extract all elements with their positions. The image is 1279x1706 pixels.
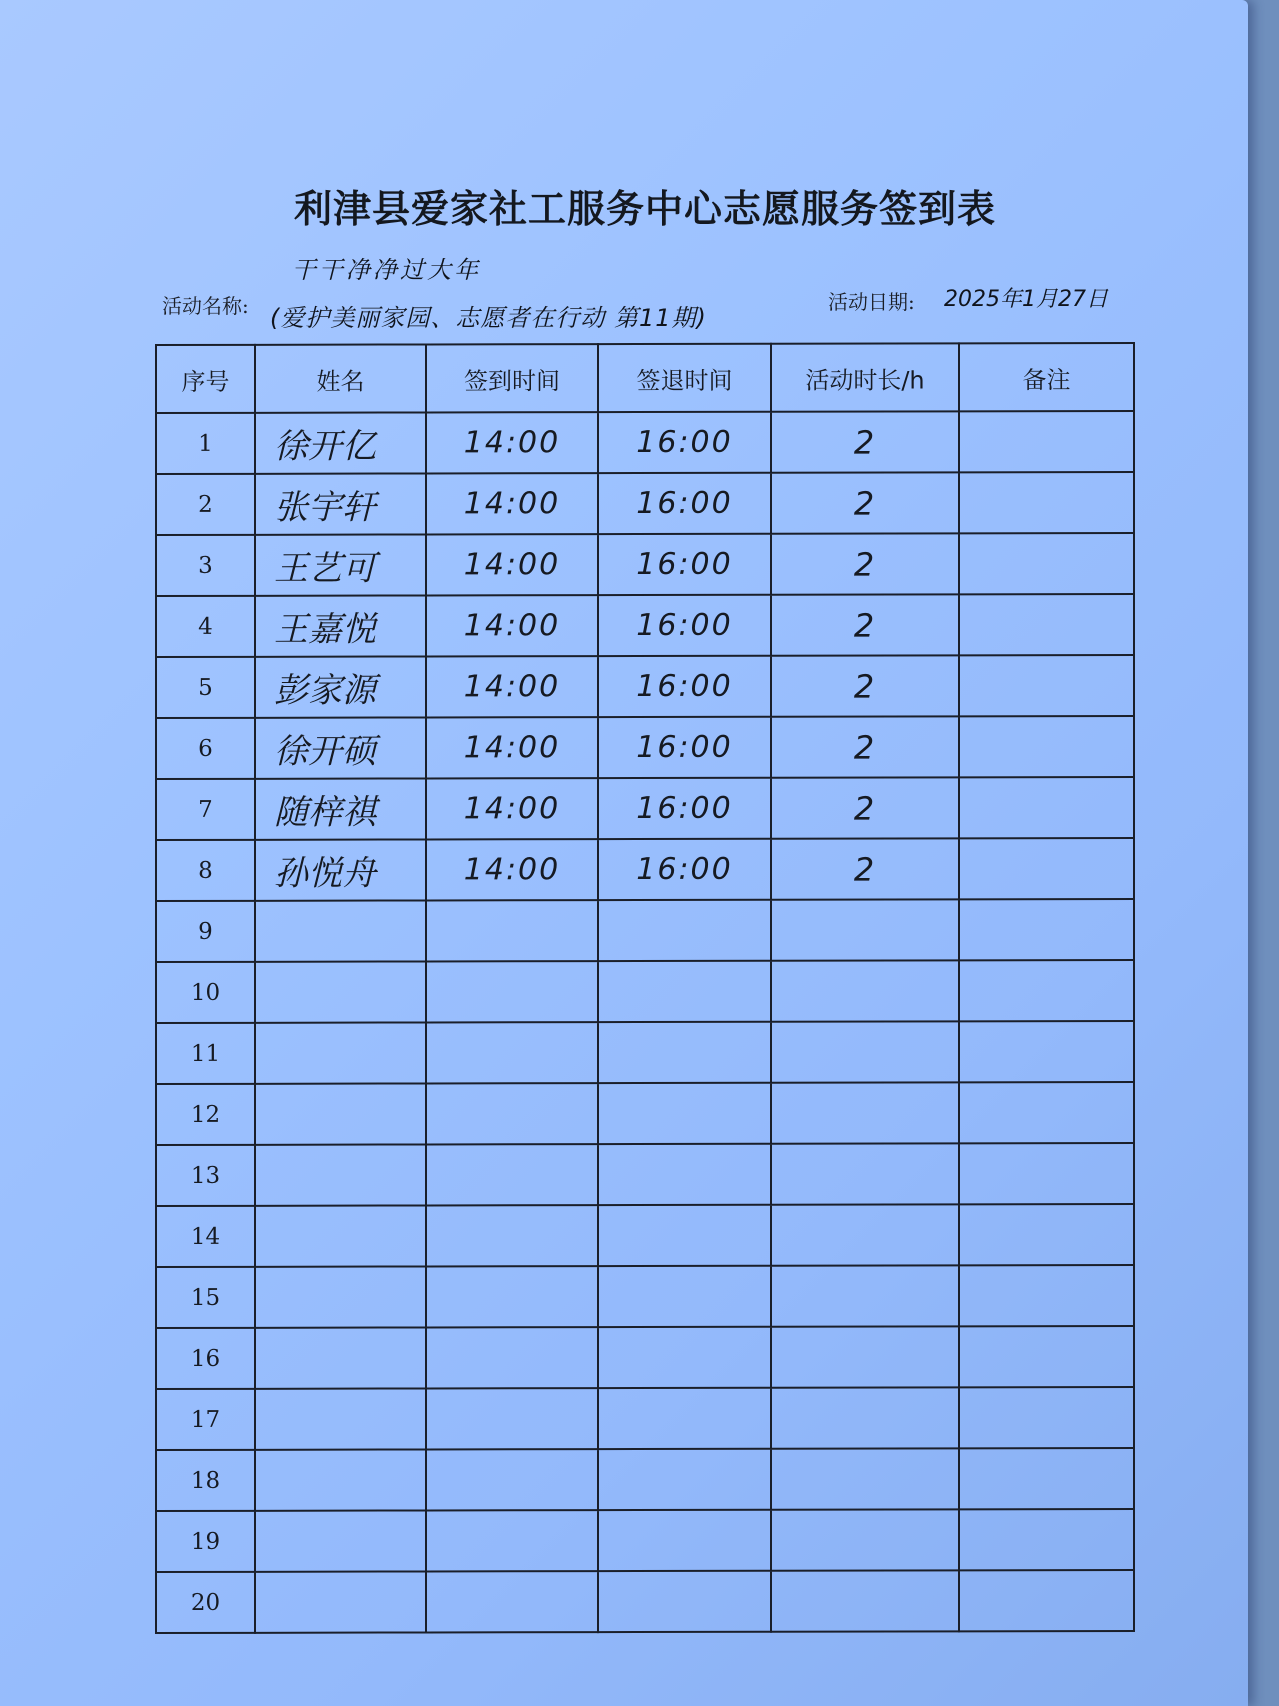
sign-out-time: 16:00: [598, 717, 771, 778]
sign-in-table: [155, 342, 1135, 1634]
remark: [959, 655, 1134, 716]
activity-duration: [771, 1143, 959, 1204]
row-number: 16: [156, 1328, 255, 1389]
volunteer-name: [255, 1266, 426, 1327]
volunteer-name: [255, 1388, 426, 1449]
table-row: [156, 533, 1134, 596]
activity-name-line1: 干干净净过大年: [292, 256, 481, 284]
table-header-row: [156, 343, 1134, 413]
sign-in-time: [426, 1144, 598, 1205]
volunteer-name: 彭家源: [255, 656, 426, 717]
sign-in-time: [426, 1022, 598, 1083]
sign-in-time: [426, 1449, 598, 1510]
remark: [959, 594, 1134, 655]
remark: [959, 1021, 1134, 1082]
activity-name-label: 活动名称:: [162, 294, 249, 318]
sign-out-time: [598, 1022, 771, 1083]
row-number: 6: [156, 718, 255, 779]
row-number: 2: [156, 474, 255, 535]
activity-duration: [771, 1021, 959, 1082]
table-row: [156, 1570, 1134, 1633]
remark: [959, 777, 1134, 838]
volunteer-name: 徐开硕: [255, 717, 426, 778]
sign-out-time: 16:00: [598, 534, 771, 595]
remark: [959, 472, 1134, 533]
row-number: 8: [156, 840, 255, 901]
volunteer-name: 随梓祺: [255, 778, 426, 839]
volunteer-name: [255, 1510, 426, 1571]
activity-duration: [771, 1326, 959, 1387]
table-row: [156, 1082, 1134, 1145]
table-row: [156, 594, 1134, 657]
activity-duration: 2: [771, 411, 959, 472]
volunteer-name: [255, 1449, 426, 1510]
sign-in-time: 14:00: [426, 412, 598, 473]
row-number: 20: [156, 1572, 255, 1633]
activity-duration: [771, 960, 959, 1021]
activity-duration: 2: [771, 716, 959, 777]
table-row: [156, 655, 1134, 718]
table-row: [156, 411, 1134, 474]
activity-duration: 2: [771, 594, 959, 655]
sign-out-time: [598, 961, 771, 1022]
activity-duration: [771, 1570, 959, 1631]
sign-in-time: 14:00: [426, 717, 598, 778]
header-name: 姓名: [255, 344, 426, 412]
sign-out-time: 16:00: [598, 839, 771, 900]
sign-out-time: 16:00: [598, 656, 771, 717]
remark: [959, 1509, 1134, 1570]
activity-duration: 2: [771, 777, 959, 838]
remark: [959, 1143, 1134, 1204]
table-row: [156, 1509, 1134, 1572]
sign-in-time: [426, 1083, 598, 1144]
activity-duration: [771, 1265, 959, 1326]
row-number: 19: [156, 1511, 255, 1572]
sign-out-time: [598, 1327, 771, 1388]
volunteer-name: [255, 961, 426, 1022]
table-row: [156, 1448, 1134, 1511]
sign-in-time: 14:00: [426, 473, 598, 534]
sign-in-time: [426, 1510, 598, 1571]
activity-duration: 2: [771, 655, 959, 716]
remark: [959, 1448, 1134, 1509]
activity-duration: 2: [771, 838, 959, 899]
volunteer-name: 王嘉悦: [255, 595, 426, 656]
table-row: [156, 472, 1134, 535]
sign-in-time: [426, 1388, 598, 1449]
header-remarks: 备注: [959, 343, 1134, 411]
sign-in-time: 14:00: [426, 595, 598, 656]
activity-date-value: 2025年1月27日: [944, 287, 1108, 312]
volunteer-name: [255, 900, 426, 961]
table-row: [156, 1143, 1134, 1206]
sign-out-time: [598, 1144, 771, 1205]
row-number: 3: [156, 535, 255, 596]
remark: [959, 716, 1134, 777]
remark: [959, 960, 1134, 1021]
volunteer-name: 王艺可: [255, 534, 426, 595]
table-row: [156, 1021, 1134, 1084]
sign-out-time: 16:00: [598, 778, 771, 839]
sign-in-time: [426, 1205, 598, 1266]
table-row: [156, 899, 1134, 962]
sign-in-time: 14:00: [426, 656, 598, 717]
header-serial-number: 序号: [156, 345, 255, 413]
remark: [959, 899, 1134, 960]
row-number: 15: [156, 1267, 255, 1328]
row-number: 13: [156, 1145, 255, 1206]
remark: [959, 1387, 1134, 1448]
sign-out-time: [598, 1571, 771, 1632]
volunteer-name: [255, 1083, 426, 1144]
remark: [959, 533, 1134, 594]
row-number: 10: [156, 962, 255, 1023]
volunteer-name: [255, 1022, 426, 1083]
table-row: [156, 960, 1134, 1023]
remark: [959, 1326, 1134, 1387]
row-number: 1: [156, 413, 255, 474]
sign-in-time: [426, 1266, 598, 1327]
sign-out-time: [598, 900, 771, 961]
sign-out-time: [598, 1449, 771, 1510]
sign-in-time: [426, 900, 598, 961]
table-row: [156, 1326, 1134, 1389]
row-number: 9: [156, 901, 255, 962]
sign-out-time: 16:00: [598, 473, 771, 534]
header-sign-out-time: 签退时间: [598, 344, 771, 412]
table-row: [156, 716, 1134, 779]
sign-out-time: [598, 1083, 771, 1144]
sign-out-time: 16:00: [598, 595, 771, 656]
sign-in-time: 14:00: [426, 839, 598, 900]
activity-name-line2: (爱护美丽家园、志愿者在行动 第11期): [270, 304, 707, 332]
row-number: 5: [156, 657, 255, 718]
activity-duration: [771, 1509, 959, 1570]
sign-in-time: 14:00: [426, 778, 598, 839]
row-number: 17: [156, 1389, 255, 1450]
row-number: 7: [156, 779, 255, 840]
form-title: 利津县爱家社工服务中心志愿服务签到表: [293, 187, 996, 231]
sign-out-time: 16:00: [598, 412, 771, 473]
activity-duration: [771, 1204, 959, 1265]
activity-duration: [771, 1387, 959, 1448]
activity-duration: [771, 1448, 959, 1509]
row-number: 18: [156, 1450, 255, 1511]
sign-out-time: [598, 1205, 771, 1266]
volunteer-name: [255, 1327, 426, 1388]
activity-duration: [771, 1082, 959, 1143]
sign-out-time: [598, 1510, 771, 1571]
row-number: 4: [156, 596, 255, 657]
volunteer-name: [255, 1144, 426, 1205]
row-number: 14: [156, 1206, 255, 1267]
sign-in-time: [426, 961, 598, 1022]
remark: [959, 1082, 1134, 1143]
table-row: [156, 838, 1134, 901]
remark: [959, 1265, 1134, 1326]
sign-in-time: [426, 1327, 598, 1388]
volunteer-name: 徐开亿: [255, 412, 426, 473]
remark: [959, 1204, 1134, 1265]
table-row: [156, 777, 1134, 840]
volunteer-name: [255, 1205, 426, 1266]
table-row: [156, 1265, 1134, 1328]
sign-in-time: 14:00: [426, 534, 598, 595]
remark: [959, 411, 1134, 472]
sign-out-time: [598, 1266, 771, 1327]
header-sign-in-time: 签到时间: [426, 344, 598, 412]
volunteer-name: 孙悦舟: [255, 839, 426, 900]
activity-duration: [771, 899, 959, 960]
table-row: [156, 1387, 1134, 1450]
table-row: [156, 1204, 1134, 1267]
activity-duration: 2: [771, 472, 959, 533]
remark: [959, 1570, 1134, 1631]
sign-out-time: [598, 1388, 771, 1449]
activity-date-label: 活动日期:: [828, 290, 915, 314]
activity-duration: 2: [771, 533, 959, 594]
volunteer-name: [255, 1571, 426, 1632]
row-number: 11: [156, 1023, 255, 1084]
header-activity-duration: 活动时长/h: [771, 343, 959, 411]
volunteer-name: 张宇轩: [255, 473, 426, 534]
sign-in-time: [426, 1571, 598, 1632]
row-number: 12: [156, 1084, 255, 1145]
remark: [959, 838, 1134, 899]
